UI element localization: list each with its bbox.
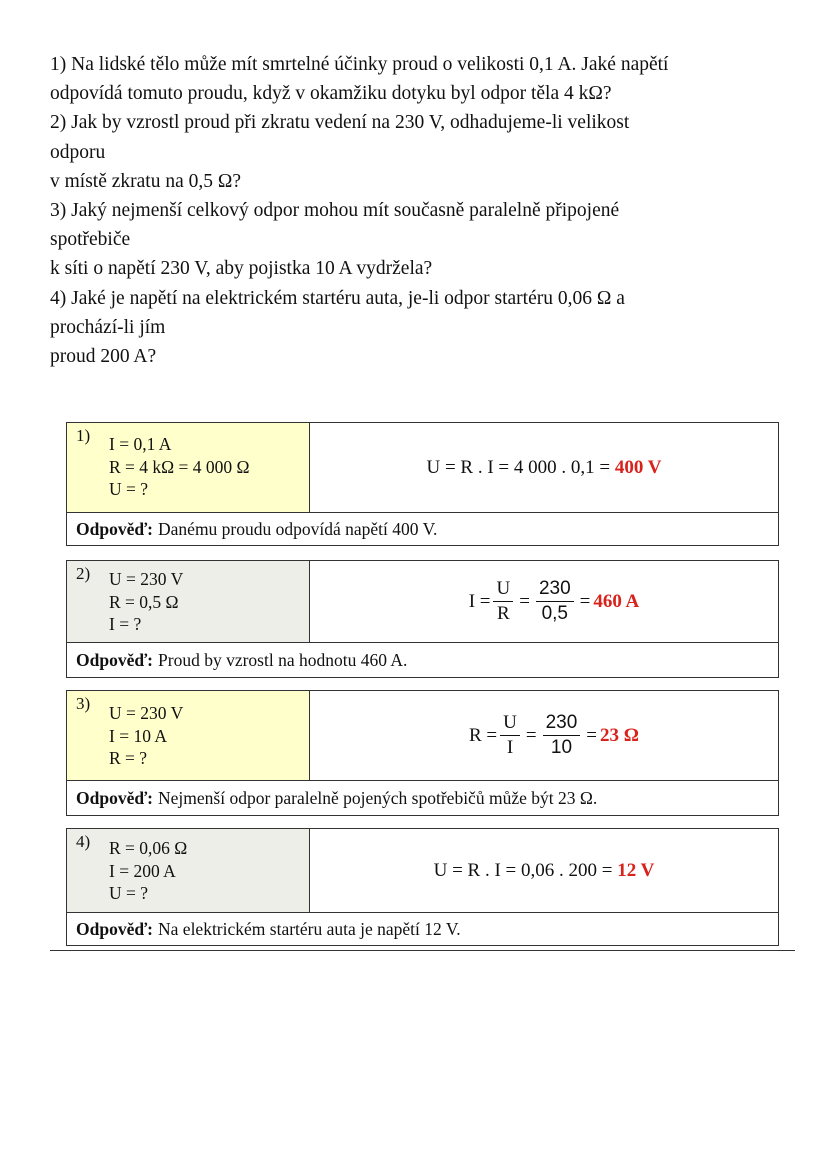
task-number: 4)	[76, 832, 91, 851]
denominator: 0,5	[541, 603, 568, 624]
fraction-numeric	[536, 577, 574, 626]
answer-label: Odpověď:	[76, 518, 154, 539]
bottom-divider	[50, 950, 795, 951]
given-values-3	[67, 691, 310, 780]
question-line: prochází-li jím	[50, 316, 166, 338]
answer-row-4	[67, 913, 778, 945]
question-line: odpovídá tomuto proudu, když v okamžiku dotyku byl odpor těla 4 kΩ?	[50, 83, 612, 105]
formula: U = R . I = 4 000 . 0,1 =	[426, 456, 615, 478]
answer-row-2	[67, 643, 778, 677]
given-line: R = ?	[109, 748, 148, 768]
question-line: v místě zkratu na 0,5 Ω?	[50, 170, 242, 192]
answer-row-1	[67, 513, 778, 545]
formula: U = R . I = 0,06 . 200 =	[433, 859, 618, 881]
question-line: k síti o napětí 230 V, aby pojistka 10 A vydržela?	[50, 258, 433, 280]
given-line: I = 0,1 A	[109, 434, 172, 454]
numerator: 230	[543, 711, 581, 736]
solution-box-3	[66, 690, 779, 816]
formula-lhs: I =	[468, 590, 491, 612]
answer-label: Odpověď:	[76, 649, 154, 670]
task-number: 2)	[76, 564, 91, 583]
calculation-3: R = $\frac{U}{I}$ = $\frac{230}{10}$ = 23 Ω	[469, 712, 639, 758]
fraction-numeric	[543, 711, 581, 760]
task-number: 1)	[76, 426, 91, 445]
given-line: R = 0,06 Ω	[109, 838, 188, 858]
solution-box-2	[66, 560, 779, 678]
question-line: spotřebiče	[50, 229, 131, 251]
given-line: U = ?	[109, 479, 149, 499]
answer-row-3	[67, 781, 778, 815]
solution-box-1	[66, 422, 779, 546]
result: 400 V	[614, 456, 662, 478]
given-values-1	[67, 423, 310, 512]
given-line: R = 0,5 Ω	[109, 591, 179, 612]
given-line: U = ?	[109, 883, 149, 903]
answer-label: Odpověď:	[76, 787, 154, 808]
numerator: U	[500, 711, 520, 736]
answer-text: Proud by vzrostl na hodnotu 460 A.	[158, 649, 408, 670]
task-number: 3)	[76, 694, 91, 713]
fraction-symbolic	[493, 577, 513, 626]
answer-text: Nejmenší odpor paralelně pojených spotřebičů může být 23 Ω.	[158, 787, 598, 808]
question-line: 1) Na lidské tělo může mít smrtelné účinky proud o velikosti 0,1 A. Jaké napětí	[50, 54, 669, 75]
question-line: proud 200 A?	[50, 346, 157, 368]
solution-box-4	[66, 828, 779, 946]
answer-label: Odpověď:	[76, 918, 154, 939]
fraction-symbolic	[500, 711, 520, 760]
result: 12 V	[617, 859, 655, 881]
given-line: U = 230 V	[109, 569, 184, 589]
answer-text: Danému proudu odpovídá napětí 400 V.	[158, 518, 438, 539]
question-line: 2) Jak by vzrostl proud při zkratu vedení na 230 V, odhadujeme-li velikost	[50, 112, 630, 134]
given-values-4	[67, 829, 310, 912]
given-line: I = 10 A	[109, 725, 167, 746]
formula-lhs: R =	[469, 724, 498, 746]
question-line: 4) Jaké je napětí na elektrickém startéru auta, je-li odpor startéru 0,06 Ω a	[50, 287, 625, 309]
calculation-1	[310, 423, 778, 512]
numerator: U	[493, 577, 513, 602]
question-line: odporu	[50, 141, 106, 163]
question-list	[50, 50, 770, 371]
given-line: I = 200 A	[109, 860, 176, 881]
given-line: R = 4 kΩ = 4 000 Ω	[109, 456, 250, 477]
given-values-2	[67, 561, 310, 642]
result: 460 A	[593, 590, 640, 612]
calculation-4	[310, 829, 778, 912]
given-line: U = 230 V	[109, 703, 184, 723]
given-line: I = ?	[109, 614, 142, 634]
answer-text: Na elektrickém startéru auta je napětí 12 V.	[158, 918, 461, 939]
question-line: 3) Jaký nejmenší celkový odpor mohou mít současně paralelně připojené	[50, 200, 620, 222]
numerator: 230	[536, 577, 574, 602]
result: 23 Ω	[600, 724, 639, 746]
denominator: 10	[550, 737, 573, 758]
denominator: I	[506, 737, 514, 758]
calculation-2: I = $\frac{U}{R}$ = $\frac{230}{0,5}$ = 460 A	[468, 578, 640, 624]
denominator: R	[497, 603, 510, 624]
